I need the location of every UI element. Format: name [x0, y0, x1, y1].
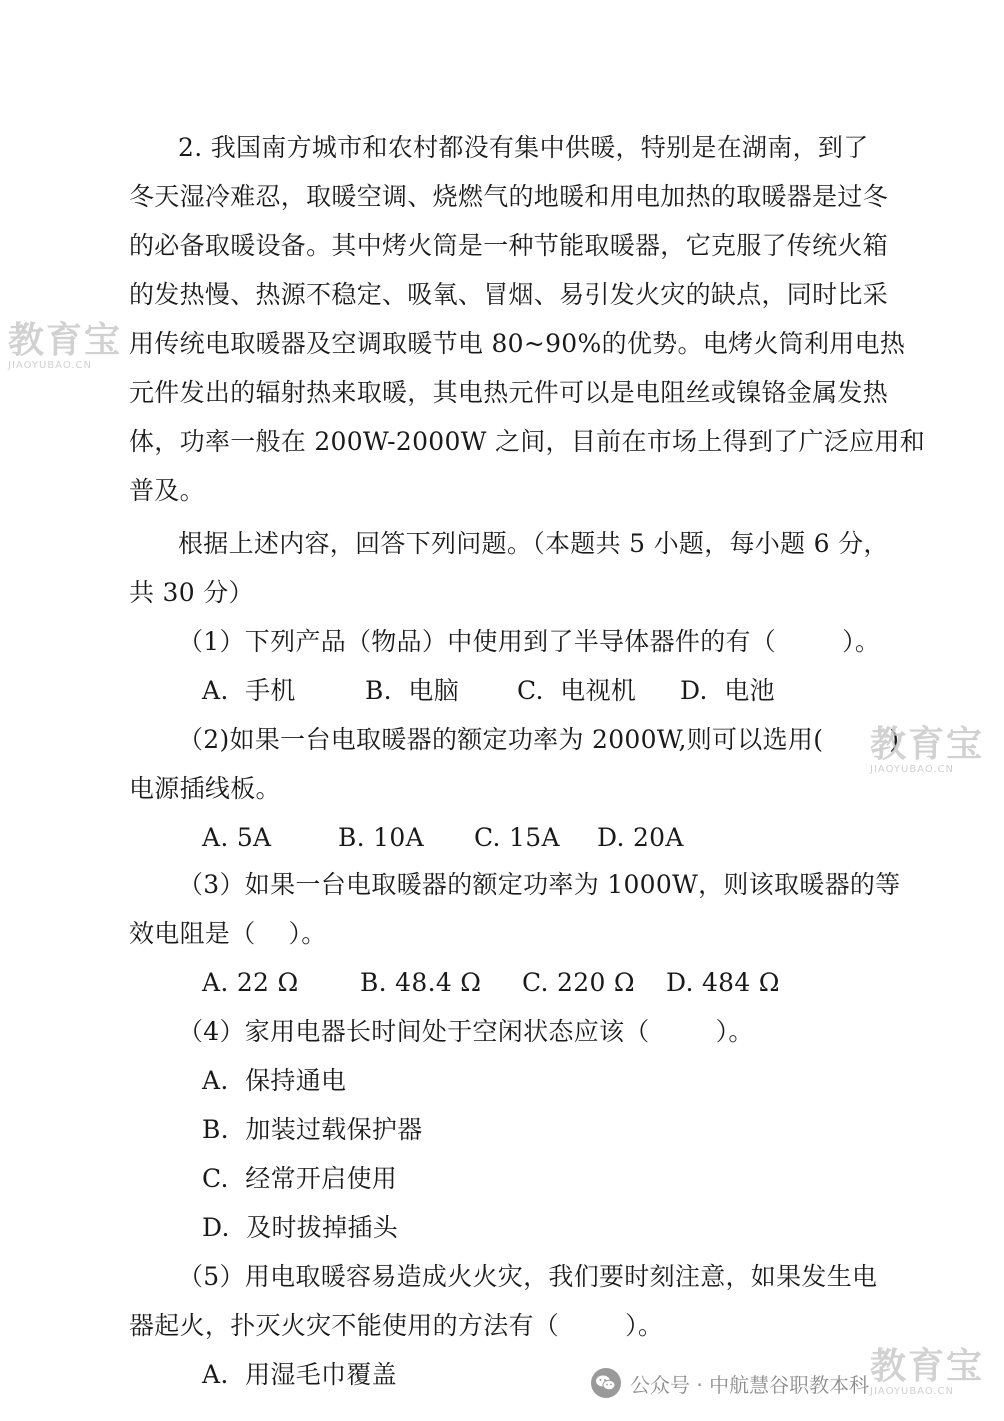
question-5-stem-cont: 器起火，扑灭火灾不能使用的方法有（ ）。	[129, 1311, 664, 1340]
question-2-stem: （2)如果一台电取暖器的额定功率为 2000W,则可以选用( )	[178, 725, 900, 754]
passage-line: 体，功率一般在 200W-2000W 之间，目前在市场上得到了广泛应用和	[129, 427, 926, 456]
q5-option-a: A. 用湿毛巾覆盖	[202, 1360, 397, 1389]
question-2-stem-cont: 电源插线板。	[129, 774, 281, 803]
q1-option-a: A. 手机	[202, 676, 296, 705]
q1-option-d: D. 电池	[680, 676, 775, 705]
q4-option-d: D. 及时拔掉插头	[202, 1213, 398, 1242]
passage-line: 元件发出的辐射热来取暖，其电热元件可以是电阻丝或镍铬金属发热	[129, 378, 889, 407]
question-5-stem: （5）用电取暖容易造成火火灾，我们要时刻注意，如果发生电	[178, 1262, 878, 1291]
wechat-account-name: 公众号 · 中航慧谷职教本科	[630, 1372, 870, 1397]
watermark-logo: 教育宝 JIAOYUBAO.CN	[870, 1346, 985, 1397]
q3-option-d: D. 484 Ω	[666, 968, 780, 997]
q4-option-b: B. 加装过载保护器	[202, 1115, 423, 1144]
passage-line: 冬天湿冷难忍，取暖空调、烧燃气的地暖和用电加热的取暖器是过冬	[129, 182, 889, 211]
watermark-logo: 教育宝 JIAOYUBAO.CN	[870, 724, 985, 775]
wechat-icon	[590, 1367, 622, 1399]
q3-option-b: B. 48.4 Ω	[360, 968, 482, 997]
question-3-stem-cont: 效电阻是（ ）。	[129, 919, 327, 948]
wechat-account-badge	[590, 1365, 869, 1401]
passage-line: 2. 我国南方城市和农村都没有集中供暖，特别是在湖南，到了	[178, 133, 869, 162]
question-1-stem: （1）下列产品（物品）中使用到了半导体器件的有（ ）。	[178, 627, 881, 656]
instruction-line: 根据上述内容，回答下列问题。（本题共 5 小题，每小题 6 分，	[178, 529, 889, 558]
q4-option-c: C. 经常开启使用	[202, 1164, 398, 1193]
instruction-line: 共 30 分）	[129, 578, 254, 607]
passage-line: 用传统电取暖器及空调取暖节电 80~90%的优势。电烤火筒利用电热	[129, 329, 906, 358]
q2-option-b: B. 10A	[338, 823, 424, 852]
passage-line: 的必备取暖设备。其中烤火筒是一种节能取暖器，它克服了传统火箱	[129, 231, 889, 260]
question-4-stem: （4）家用电器长时间处于空闲状态应该（ ）。	[178, 1017, 754, 1046]
q2-option-a: A. 5A	[202, 823, 272, 852]
passage-line: 普及。	[129, 476, 205, 505]
question-3-stem: （3）如果一台电取暖器的额定功率为 1000W，则该取暖器的等	[178, 870, 901, 899]
q2-option-c: C. 15A	[474, 823, 560, 852]
q3-option-c: C. 220 Ω	[522, 968, 635, 997]
watermark-logo: 教育宝 JIAOYUBAO.CN	[8, 320, 123, 371]
q2-option-d: D. 20A	[597, 823, 684, 852]
q1-option-b: B. 电脑	[365, 676, 460, 705]
q3-option-a: A. 22 Ω	[202, 968, 299, 997]
q4-option-a: A. 保持通电	[202, 1066, 347, 1095]
passage-line: 的发热慢、热源不稳定、吸氧、冒烟、易引发火灾的缺点，同时比采	[129, 280, 889, 309]
q1-option-c: C. 电视机	[517, 676, 637, 705]
